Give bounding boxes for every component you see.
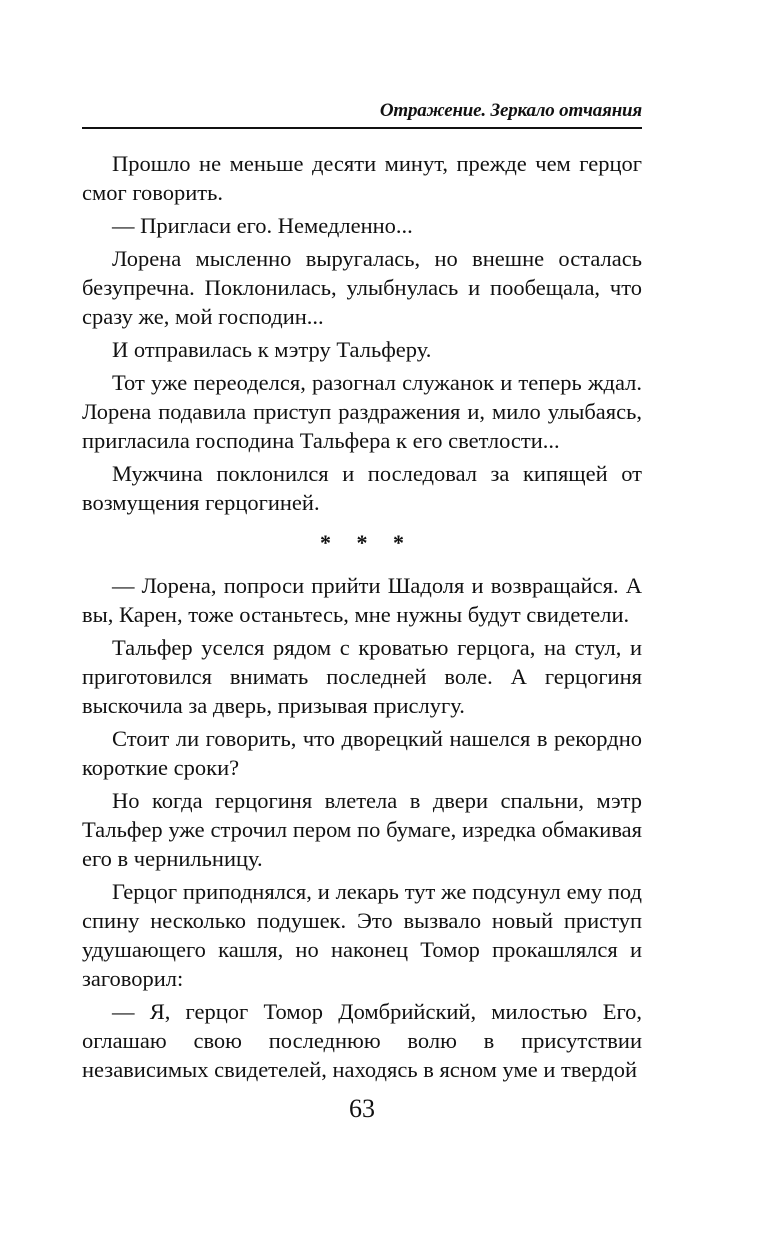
paragraph: Но когда герцогиня влетела в двери спальни, мэтр Тальфер уже строчил пером по бумаге, изредка обмакивая его в чернильницу. [82,788,642,871]
paragraph: — Пригласи его. Немедленно... [112,213,413,238]
running-title: Отражение. Зеркало отчаяния [379,100,642,121]
paragraph: — Лорена, попроси прийти Шадоля и возвращайся. А вы, Карен, тоже останьтесь, мне нужны будут свидетели. [82,573,642,627]
paragraph: Герцог приподнялся, и лекарь тут же подсунул ему под спину несколько подушек. Это вызвало новый приступ удушающего кашля, но наконец Томор прокашлялся и заговорил: [82,879,642,991]
paragraph: Прошло не меньше десяти минут, прежде чем герцог смог говорить. [82,151,642,205]
header-rule [82,127,642,129]
body-text [82,149,642,1084]
paragraph: — Я, герцог Томор Домбрийский, милостью Его, оглашаю свою последнюю волю в присутствии независимых свидетелей, находясь в ясном уме и твердой [82,999,642,1082]
paragraph: Мужчина поклонился и последовал за кипящей от возмущения герцогиней. [82,461,642,515]
paragraph: Тот уже переоделся, разогнал служанок и теперь ждал. Лорена подавила приступ раздражения и, мило улыбаясь, пригласила господина Тальфера к его светлости... [82,370,642,453]
paragraph: И отправилась к мэтру Тальферу. [112,337,432,362]
paragraph: Лорена мысленно выругалась, но внешне осталась безупречна. Поклонилась, улыбнулась и пообещала, что сразу же, мой господин... [82,246,642,329]
page-number: 63 [349,1094,375,1123]
paragraph: Стоит ли говорить, что дворецкий нашелся в рекордно короткие сроки? [82,726,642,780]
paragraph: Тальфер уселся рядом с кроватью герцога, на стул, и приготовился внимать последней воле. А герцогиня выскочила за дверь, призывая прислугу. [82,635,642,718]
section-break: * * * [320,530,414,555]
